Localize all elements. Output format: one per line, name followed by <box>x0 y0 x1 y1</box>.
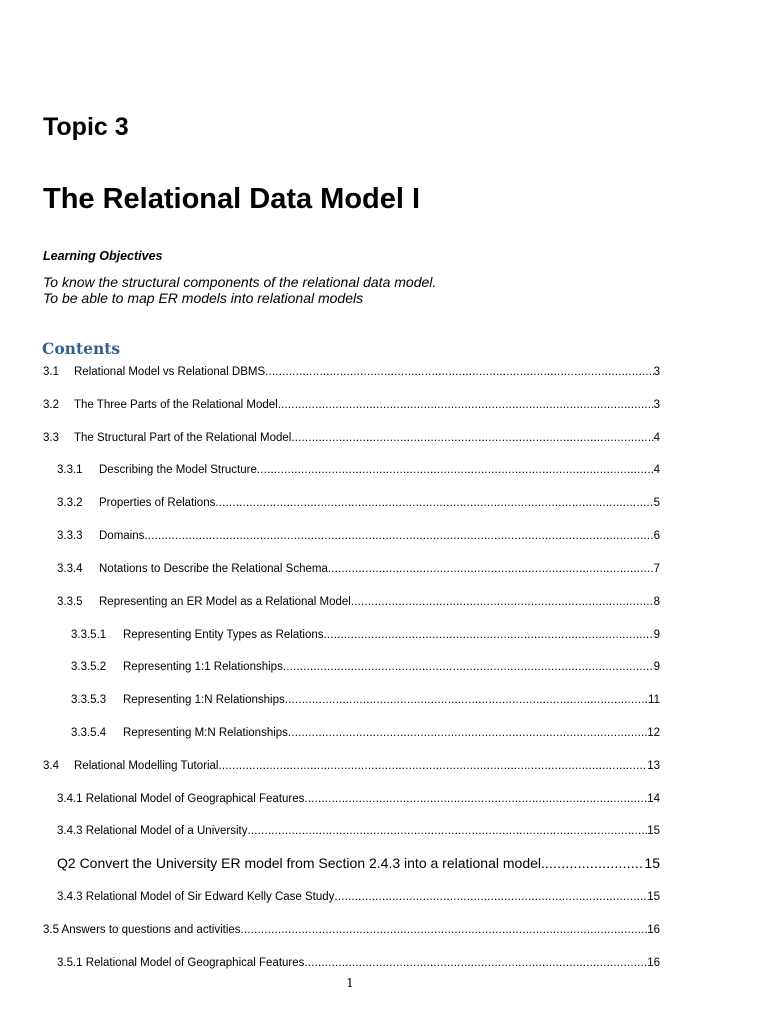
toc-entry-title: 3.5 Answers to questions and activities <box>43 924 241 936</box>
toc-leader-dots <box>144 528 653 544</box>
toc-leader-dots <box>304 955 647 971</box>
toc-entry-title: Properties of Relations <box>99 497 216 509</box>
toc-entry-title: 3.4.3 Relational Model of a University <box>57 825 248 837</box>
toc-entry-page: 7 <box>653 563 660 575</box>
toc-entry-3-1[interactable] <box>43 364 660 380</box>
learning-objectives-text <box>43 274 436 306</box>
toc-entry-title: Relational Modelling Tutorial <box>74 760 219 772</box>
toc-entry-title: Notations to Describe the Relational Schema <box>99 563 328 575</box>
toc-entry-title: Representing 1:1 Relationships <box>123 661 283 673</box>
toc-entry-3-4-3-sir-edward-kelly[interactable] <box>57 889 660 905</box>
toc-entry-title: 3.5.1 Relational Model of Geographical Features <box>57 957 305 969</box>
toc-entry-page: 5 <box>653 497 660 509</box>
toc-entry-3-3-2[interactable] <box>57 495 660 511</box>
toc-entry-page: 9 <box>653 661 660 673</box>
toc-leader-dots <box>324 627 654 643</box>
toc-entry-page: 14 <box>647 793 660 805</box>
toc-entry-number: 3.3.5.1 <box>71 629 107 641</box>
toc-entry-3-3-5-4[interactable] <box>71 725 660 741</box>
toc-entry-number: 3.3.4 <box>57 563 83 575</box>
toc-entry-3-3-5[interactable] <box>57 594 660 610</box>
toc-entry-page: 16 <box>647 957 660 969</box>
toc-leader-dots <box>257 462 654 478</box>
toc-leader-dots <box>288 725 647 741</box>
toc-entry-number: 3.2 <box>43 399 59 411</box>
toc-entry-number: 3.3.5.3 <box>71 694 107 706</box>
toc-entry-title: 3.4.3 Relational Model of Sir Edward Kelly Case Study <box>57 891 335 903</box>
toc-entry-number: 3.3.5 <box>57 596 83 608</box>
toc-leader-dots <box>285 692 648 708</box>
topic-label: Topic 3 <box>43 113 129 141</box>
toc-leader-dots <box>291 430 653 446</box>
toc-entry-title: Q2 Convert the University ER model from Section 2.4.3 into a relational model. <box>57 855 545 871</box>
toc-leader-dots <box>218 758 647 774</box>
learning-objective-line: To know the structural components of the relational data model. <box>43 274 437 290</box>
toc-leader-dots <box>328 561 654 577</box>
toc-entry-page: 11 <box>648 694 660 706</box>
toc-leader-dots <box>545 855 645 871</box>
toc-leader-dots <box>265 364 653 380</box>
toc-entry-page: 4 <box>653 432 660 444</box>
toc-leader-dots <box>283 659 654 675</box>
toc-entry-number: 3.3.3 <box>57 530 83 542</box>
toc-entry-3-4[interactable] <box>43 758 660 774</box>
toc-entry-3-3-4[interactable] <box>57 561 660 577</box>
learning-objectives-heading: Learning Objectives <box>43 249 163 263</box>
toc-entry-title: Representing 1:N Relationships <box>123 694 285 706</box>
page-number: 1 <box>346 976 354 990</box>
toc-entry-title: The Three Parts of the Relational Model <box>74 399 278 411</box>
toc-leader-dots <box>351 594 654 610</box>
toc-entry-number: 3.1 <box>43 366 59 378</box>
toc-entry-title: Domains <box>99 530 145 542</box>
toc-entry-title: The Structural Part of the Relational Model <box>74 432 292 444</box>
toc-entry-page: 9 <box>653 629 660 641</box>
toc-entry-page: 13 <box>647 760 660 772</box>
toc-entry-3-5[interactable] <box>43 922 660 938</box>
document-title: The Relational Data Model I <box>43 183 421 215</box>
toc-entry-3-2[interactable] <box>43 397 660 413</box>
toc-entry-number: 3.3.1 <box>57 464 83 476</box>
toc-leader-dots <box>334 889 647 905</box>
toc-entry-title: 3.4.1 Relational Model of Geographical Features <box>57 793 305 805</box>
toc-entry-3-4-3-university[interactable] <box>57 823 660 839</box>
toc-entry-page: 3 <box>653 366 660 378</box>
toc-entry-3-3-5-1[interactable] <box>71 627 660 643</box>
toc-entry-3-3-5-3[interactable] <box>71 692 660 708</box>
toc-leader-dots <box>278 397 654 413</box>
learning-objective-line: To be able to map ER models into relational models <box>43 290 364 306</box>
toc-entry-number: 3.3 <box>43 432 59 444</box>
toc-entry-page: 15 <box>647 825 660 837</box>
toc-entry-3-3-3[interactable] <box>57 528 660 544</box>
toc-entry-title: Representing an ER Model as a Relational Model <box>99 596 351 608</box>
toc-leader-dots <box>304 791 647 807</box>
toc-entry-3-3[interactable] <box>43 430 660 446</box>
toc-entry-page: 8 <box>653 596 660 608</box>
toc-entry-3-4-1[interactable] <box>57 791 660 807</box>
toc-leader-dots <box>215 495 653 511</box>
contents-heading: Contents <box>42 339 121 358</box>
toc-entry-number: 3.3.5.2 <box>71 661 107 673</box>
toc-entry-page: 15 <box>647 891 660 903</box>
toc-entry-title: Relational Model vs Relational DBMS <box>74 366 266 378</box>
toc-leader-dots <box>241 922 648 938</box>
toc-entry-page: 6 <box>653 530 660 542</box>
toc-entry-3-3-5-2[interactable] <box>71 659 660 675</box>
toc-leader-dots <box>248 823 648 839</box>
toc-entry-title: Representing Entity Types as Relations <box>123 629 324 641</box>
toc-entry-title: Representing M:N Relationships <box>123 727 288 739</box>
toc-entry-number: 3.4 <box>43 760 59 772</box>
toc-entry-q2[interactable] <box>57 855 660 871</box>
toc-entry-page: 3 <box>653 399 660 411</box>
toc-entry-page: 12 <box>647 727 660 739</box>
toc-entry-page: 16 <box>647 924 660 936</box>
toc-entry-title: Describing the Model Structure <box>99 464 257 476</box>
toc-entry-page: 4 <box>653 464 660 476</box>
toc-entry-3-5-1[interactable] <box>57 955 660 971</box>
toc-entry-number: 3.3.2 <box>57 497 83 509</box>
toc-entry-3-3-1[interactable] <box>57 462 660 478</box>
toc-entry-number: 3.3.5.4 <box>71 727 107 739</box>
toc-entry-page: 15 <box>644 855 660 871</box>
